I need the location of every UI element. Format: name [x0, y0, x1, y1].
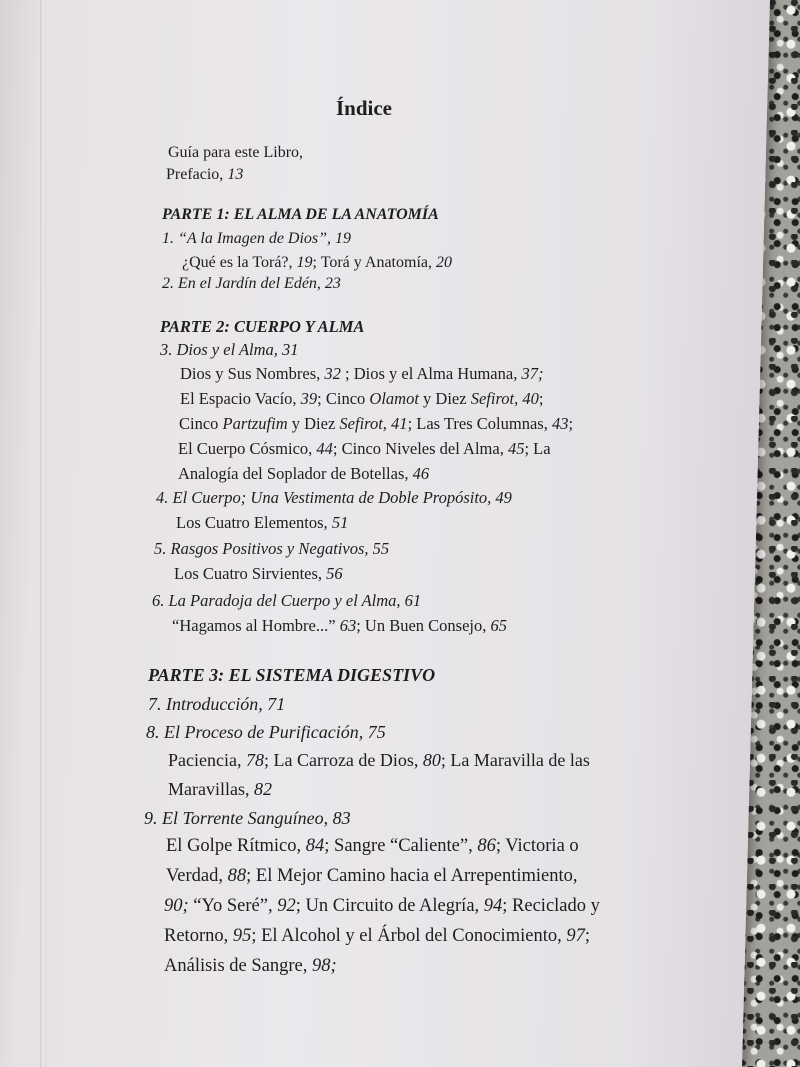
entry-label: Verdad, [166, 866, 224, 886]
subsection-line [166, 836, 579, 857]
subsection-line [164, 956, 337, 977]
entry-label: Maravillas, [168, 779, 250, 799]
part-heading-3: PARTE 3: EL SISTEMA DIGESTIVO [148, 665, 436, 685]
page-number: 19 [296, 254, 313, 271]
page-number: 95 [232, 926, 252, 946]
entry-label: ; La Carroza de Dios, [263, 750, 419, 770]
page-number: 82 [253, 779, 272, 799]
page-number: 80 [422, 750, 441, 770]
page-number: 88 [227, 866, 247, 886]
subsection-line [168, 779, 272, 800]
entry-label: ; Torá y Anatomía, [312, 254, 432, 271]
entry-label: ; Un Circuito de Alegría, [295, 896, 480, 916]
entry-label: ; La Maravilla de las [440, 750, 590, 770]
page-number: 32 [324, 364, 341, 383]
chapter-entry-2: 2. En el Jardín del Edén, 23 [162, 275, 341, 292]
hebrew-term: Sefirot, 41 [339, 414, 408, 433]
hebrew-term: Sefirot, 40 [470, 389, 539, 408]
entry-label: ; Sangre “Caliente”, [324, 836, 473, 856]
entry-label: ; Las Tres Columnas, [407, 414, 548, 433]
entry-label: Cinco [179, 414, 219, 433]
entry-label: ; La [524, 439, 551, 458]
entry-label: Los Cuatro Elementos, [176, 513, 328, 532]
chapter-entry-1: 1. “A la Imagen de Dios”, 19 [162, 230, 352, 247]
part-heading-1: PARTE 1: EL ALMA DE LA ANATOMÍA [162, 206, 439, 223]
subsection-line [168, 750, 590, 771]
page-number: 46 [412, 464, 430, 483]
entry-label: El Golpe Rítmico, [166, 836, 302, 856]
entry-label: ; El Alcohol y el Árbol del Conocimiento, [251, 926, 562, 946]
entry-label: El Cuerpo Cósmico, [178, 439, 313, 458]
entry-label: ; Cinco Niveles del Alma, [332, 439, 504, 458]
subsection-line [178, 464, 429, 484]
entry-label: y Diez [423, 389, 467, 408]
page-number: 44 [316, 439, 333, 458]
page-title: Índice [336, 96, 393, 120]
entry-label: Paciencia, [168, 750, 242, 770]
subsection-line [180, 364, 543, 384]
subsection-line [180, 389, 543, 409]
entry-label: ; El Mejor Camino hacia el Arrepentimiento, [246, 866, 578, 886]
entry-label: ; Dios y el Alma Humana, [340, 364, 518, 383]
entry-label: y Diez [291, 414, 336, 433]
page-number: 84 [305, 836, 325, 856]
entry-label: Retorno, [164, 926, 229, 946]
page-number: 78 [245, 750, 264, 770]
entry-label: ; Cinco [317, 389, 366, 408]
subsection-line [179, 414, 573, 434]
entry-label: Los Cuatro Sirvientes, [174, 564, 323, 583]
entry-label: ¿Qué es la Torá?, [182, 254, 293, 271]
chapter-entry-9: 9. El Torrente Sanguíneo, 83 [144, 808, 351, 828]
subsection-line [176, 513, 348, 533]
entry-label: “Hagamos al Hombre...” [172, 616, 336, 635]
chapter-entry-7: 7. Introducción, 71 [148, 694, 286, 714]
page-number: 39 [300, 389, 318, 408]
page-number: 86 [477, 836, 496, 856]
hebrew-term: Partzufim [222, 414, 288, 433]
chapter-entry-8: 8. El Proceso de Purificación, 75 [146, 722, 386, 742]
entry-label: ; Un Buen Consejo, [356, 616, 487, 635]
entry-label: El Espacio Vacío, [180, 389, 297, 408]
page-number: 98; [311, 956, 337, 976]
page-number: 97 [566, 926, 585, 946]
entry-label: “Yo Seré”, [188, 896, 273, 916]
page-number: 63 [339, 616, 357, 635]
subsection-line [182, 254, 452, 272]
entry-label: Análisis de Sangre, [164, 956, 308, 976]
page-number: 43 [551, 414, 569, 433]
separator: ; [568, 414, 574, 433]
entry-label: Guía para este Libro, [168, 144, 304, 161]
subsection-line [174, 564, 343, 584]
page-number: 94 [483, 896, 503, 916]
page-number: 13 [227, 166, 244, 183]
page-number: 56 [326, 564, 343, 583]
entry-label: Analogía del Soplador de Botellas, [178, 464, 409, 483]
page-number: 20 [435, 254, 452, 271]
entry-label: ; Victoria o [495, 836, 579, 856]
separator: ; [584, 926, 590, 946]
page-number: 65 [490, 616, 507, 635]
entry-label: Dios y Sus Nombres, [180, 364, 321, 383]
chapter-entry-3: 3. Dios y el Alma, 31 [160, 340, 299, 359]
subsection-line [164, 926, 590, 947]
page-number: 45 [507, 439, 525, 458]
page-number: 51 [331, 513, 349, 532]
hebrew-term: Olamot [369, 389, 419, 408]
subsection-line [172, 616, 507, 636]
page-number: 90; [164, 896, 189, 916]
toc-entry-prefacio [166, 166, 243, 184]
subsection-line [166, 866, 578, 887]
toc-entry-guia [168, 144, 303, 162]
chapter-entry-6: 6. La Paradoja del Cuerpo y el Alma, 61 [152, 591, 422, 610]
page-number: 37; [521, 364, 544, 383]
subsection-line [164, 896, 600, 917]
page-number: 92 [277, 896, 296, 916]
entry-label: ; Reciclado y [502, 896, 600, 916]
separator: ; [538, 389, 544, 408]
subsection-line [178, 439, 551, 459]
chapter-entry-4: 4. El Cuerpo; Una Vestimenta de Doble Propósito, 49 [156, 488, 512, 507]
entry-label: Prefacio, [166, 166, 224, 183]
chapter-entry-5: 5. Rasgos Positivos y Negativos, 55 [154, 539, 390, 558]
part-heading-2: PARTE 2: CUERPO Y ALMA [160, 317, 365, 336]
